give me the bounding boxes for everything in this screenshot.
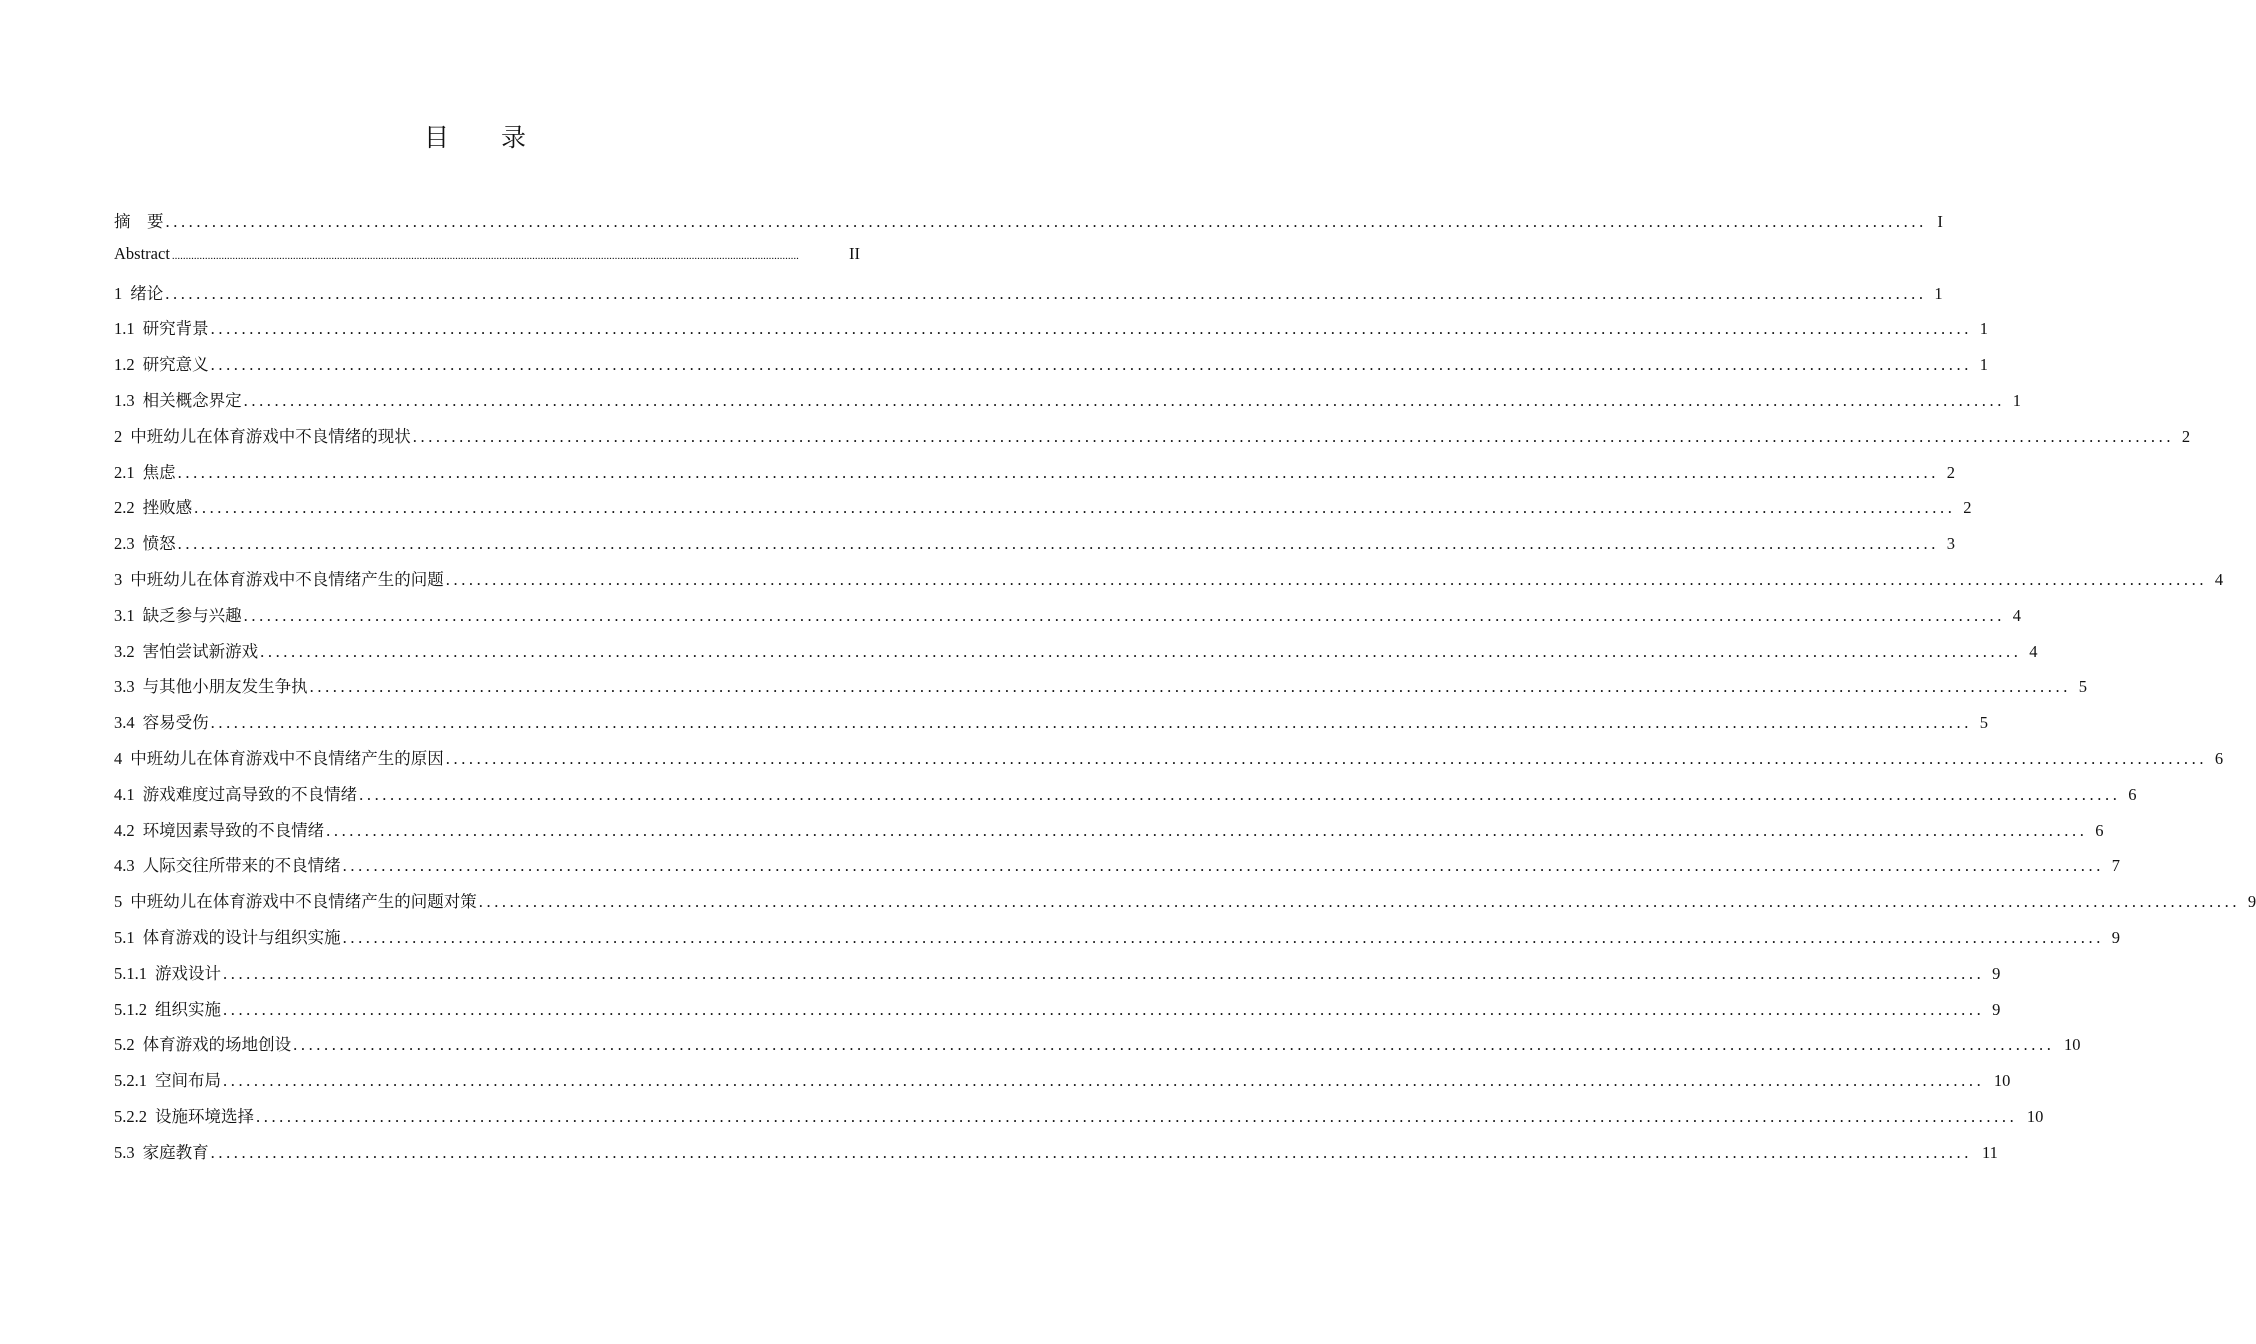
toc-page-number: 9 [1992, 999, 2001, 1019]
toc-page-number: 7 [2111, 856, 2120, 876]
toc-entry-label: 3 中班幼儿在体育游戏中不良情绪产生的问题 [114, 569, 444, 589]
toc-leader-dots: .................................................................................................................................................................................................................................... [243, 605, 2005, 625]
toc-page-number: 2 [1946, 462, 1955, 482]
toc-entry-label: 1.1 研究背景 [114, 319, 209, 339]
toc-leader-dots: .................................................................................................................................................................................................................................... [260, 641, 2022, 661]
toc-page-number: 4 [2029, 641, 2038, 661]
toc-section-number: 1.1 [114, 319, 135, 339]
toc-entry[interactable] [114, 459, 1955, 495]
toc-entry-label: 5.3 家庭教育 [114, 1142, 209, 1162]
toc-section-number: 5 [114, 892, 123, 912]
toc-entry[interactable] [114, 852, 2120, 888]
toc-leader-dots: .................................................................................................................................................................................................................................... [165, 283, 1927, 303]
toc-leader-dots: .................................................................................................................................................................................................................................... [412, 426, 2175, 446]
toc-entry[interactable] [114, 387, 2021, 423]
toc-section-number: 5.3 [114, 1142, 135, 1162]
toc-section-number: 4.1 [114, 784, 135, 804]
toc-entry[interactable] [114, 280, 1943, 316]
toc-leader-dots: .................................................................................................................................................................................................................................... [359, 784, 2121, 804]
toc-page-number: 2 [2181, 426, 2191, 446]
toc-entry-label: 4 中班幼儿在体育游戏中不良情绪产生的原因 [114, 748, 444, 768]
toc-entry[interactable] [114, 351, 1988, 387]
toc-leader-dots: .................................................................................................................................................................................................................................... [210, 355, 1972, 375]
table-of-contents [114, 208, 2256, 1175]
toc-page-number: 1 [1979, 355, 1988, 375]
toc-page-number: 1 [2012, 390, 2021, 410]
toc-leader-dots: .................................................................................................................................................................................................................................... [256, 1106, 2018, 1126]
toc-leader-dots: .................................................................................................................................................................................................................................... [478, 892, 2241, 912]
toc-section-number: 1.3 [114, 390, 135, 410]
toc-entry[interactable] [114, 208, 1943, 244]
toc-leader-dots: .................................................................................................................................................................................................................................... [223, 963, 1985, 983]
toc-section-number: 4.3 [114, 856, 135, 876]
toc-section-number: 1.2 [114, 355, 135, 375]
toc-page-number: 4 [2214, 569, 2224, 589]
toc-leader-dots: .................................................................................................................................................................................................................................... [210, 713, 1972, 733]
toc-leader-dots: .................................................................................................................................................................................................................................... [177, 462, 1939, 482]
toc-page-number: 11 [1982, 1142, 1998, 1162]
toc-entry-label: 1 绪论 [114, 283, 164, 303]
toc-section-number: 5.1.2 [114, 999, 147, 1019]
toc-page-number: 2 [1963, 498, 1972, 518]
toc-leader-dots: .................................................................................................................................................................................................................................... [223, 999, 1985, 1019]
toc-entry[interactable] [114, 638, 2038, 674]
toc-entry[interactable] [114, 960, 2001, 996]
toc-page-number: 9 [1992, 963, 2001, 983]
toc-section-number: 3 [114, 569, 123, 589]
toc-entry-label: 5 中班幼儿在体育游戏中不良情绪产生的问题对策 [114, 892, 477, 912]
toc-entry-label: 3.1 缺乏参与兴趣 [114, 605, 242, 625]
toc-entry[interactable] [114, 673, 2087, 709]
toc-page-number: 4 [2012, 605, 2021, 625]
toc-leader-dots: .................................................................................................................................................................................................................................... [194, 498, 1956, 518]
toc-leader-dots: .................................................................................................................................................................................................................................... [177, 534, 1939, 554]
toc-leader-dots: .................................................................................................................................................................................................................................... [445, 748, 2208, 768]
toc-entry[interactable] [114, 494, 1972, 530]
toc-leader-dots: .................................................................................................................................................................................................................................... [445, 569, 2208, 589]
toc-page-number: 10 [2026, 1106, 2044, 1126]
toc-page-number: 1 [1979, 319, 1988, 339]
toc-entry[interactable] [114, 566, 2224, 602]
page-title: 目 录 [424, 123, 548, 152]
toc-page-number: 5 [1979, 713, 1988, 733]
toc-entry-label: 1.3 相关概念界定 [114, 390, 242, 410]
toc-section-number: 5.2.2 [114, 1106, 147, 1126]
toc-section-number: 2.2 [114, 498, 135, 518]
toc-entry[interactable] [114, 817, 2104, 853]
toc-entry[interactable] [114, 745, 2224, 781]
toc-leader-dots: .................................................................................................................................................................................................................................... [210, 319, 1972, 339]
toc-entry-label: 3.3 与其他小朋友发生争执 [114, 677, 308, 697]
toc-entry-label: 4.1 游戏难度过高导致的不良情绪 [114, 784, 358, 804]
toc-section-number: 5.2 [114, 1035, 135, 1055]
toc-entry-label: Abstract [114, 243, 170, 263]
toc-section-number: 3.2 [114, 641, 135, 661]
toc-entry-label: 2.3 愤怒 [114, 534, 176, 554]
toc-page-number: II [849, 243, 860, 263]
toc-entry-label: 5.1 体育游戏的设计与组织实施 [114, 927, 341, 947]
toc-page-number: I [1937, 212, 1943, 231]
toc-entry-label: 5.1.2 组织实施 [114, 999, 221, 1019]
toc-entry-label: 2.1 焦虑 [114, 462, 176, 482]
toc-leader-dots: .................................................................................................................................................................................................................................... [342, 927, 2104, 947]
toc-section-number: 3.1 [114, 605, 135, 625]
toc-section-number: 5.1 [114, 927, 135, 947]
toc-entry-label: 5.1.1 游戏设计 [114, 963, 221, 983]
toc-entry-label: 3.4 容易受伤 [114, 713, 209, 733]
toc-entry-label: 5.2 体育游戏的场地创设 [114, 1035, 292, 1055]
toc-page-number: 6 [2214, 748, 2224, 768]
toc-section-number: 2.1 [114, 462, 135, 482]
toc-entry[interactable] [114, 924, 2120, 960]
toc-entry[interactable] [114, 602, 2021, 638]
toc-page-number: 3 [1946, 534, 1955, 554]
toc-leader-dots: .................................................................................................................................................................................................................................... [171, 249, 799, 262]
toc-page-number: 10 [2063, 1035, 2081, 1055]
toc-section-number: 4.2 [114, 820, 135, 840]
toc-entry-label: 4.3 人际交往所带来的不良情绪 [114, 856, 341, 876]
toc-entry[interactable] [114, 1139, 1998, 1175]
toc-section-number: 5.2.1 [114, 1071, 147, 1091]
toc-entry[interactable] [114, 1103, 2044, 1139]
toc-entry[interactable] [114, 888, 2256, 924]
toc-entry-label: 5.2.2 设施环境选择 [114, 1106, 254, 1126]
toc-section-number: 5.1.1 [114, 963, 147, 983]
toc-entry[interactable] [114, 315, 1988, 351]
toc-leader-dots: .................................................................................................................................................................................................................................... [223, 1071, 1985, 1091]
toc-page-number: 6 [2095, 820, 2104, 840]
toc-page-number: 5 [2078, 677, 2087, 697]
toc-section-number: 1 [114, 283, 123, 303]
toc-leader-dots: .................................................................................................................................................................................................................................... [342, 856, 2104, 876]
toc-entry[interactable] [114, 244, 860, 280]
toc-entry-label: 1.2 研究意义 [114, 355, 209, 375]
toc-leader-dots: .................................................................................................................................................................................................................................... [243, 390, 2005, 410]
toc-page-number: 9 [2247, 892, 2256, 912]
toc-entry-label: 2 中班幼儿在体育游戏中不良情绪的现状 [114, 426, 411, 446]
toc-entry[interactable] [114, 709, 1988, 745]
toc-entry-label: 摘 要 [114, 212, 164, 231]
toc-leader-dots: .................................................................................................................................................................................................................................... [165, 212, 1927, 231]
toc-entry[interactable] [114, 423, 2191, 459]
toc-entry-label: 2.2 挫败感 [114, 498, 193, 518]
toc-section-number: 3.3 [114, 677, 135, 697]
toc-entry[interactable] [114, 781, 2137, 817]
toc-entry-label: 5.2.1 空间布局 [114, 1071, 221, 1091]
toc-page-number: 1 [1934, 283, 1943, 303]
toc-leader-dots: .................................................................................................................................................................................................................................... [293, 1035, 2055, 1055]
toc-section-number: 3.4 [114, 713, 135, 733]
toc-page-number: 9 [2111, 927, 2120, 947]
toc-entry[interactable] [114, 1031, 2081, 1067]
toc-entry[interactable] [114, 530, 1955, 566]
toc-page-number: 10 [1993, 1071, 2011, 1091]
toc-entry[interactable] [114, 996, 2001, 1032]
toc-leader-dots: .................................................................................................................................................................................................................................... [309, 677, 2071, 697]
toc-section-number: 4 [114, 748, 123, 768]
toc-entry-label: 4.2 环境因素导致的不良情绪 [114, 820, 325, 840]
toc-section-number: 2 [114, 426, 123, 446]
toc-entry-label: 3.2 害怕尝试新游戏 [114, 641, 259, 661]
toc-entry[interactable] [114, 1067, 2011, 1103]
toc-page-number: 6 [2128, 784, 2137, 804]
toc-section-number: 2.3 [114, 534, 135, 554]
toc-leader-dots: .................................................................................................................................................................................................................................... [326, 820, 2088, 840]
toc-leader-dots: .................................................................................................................................................................................................................................... [210, 1142, 1972, 1162]
